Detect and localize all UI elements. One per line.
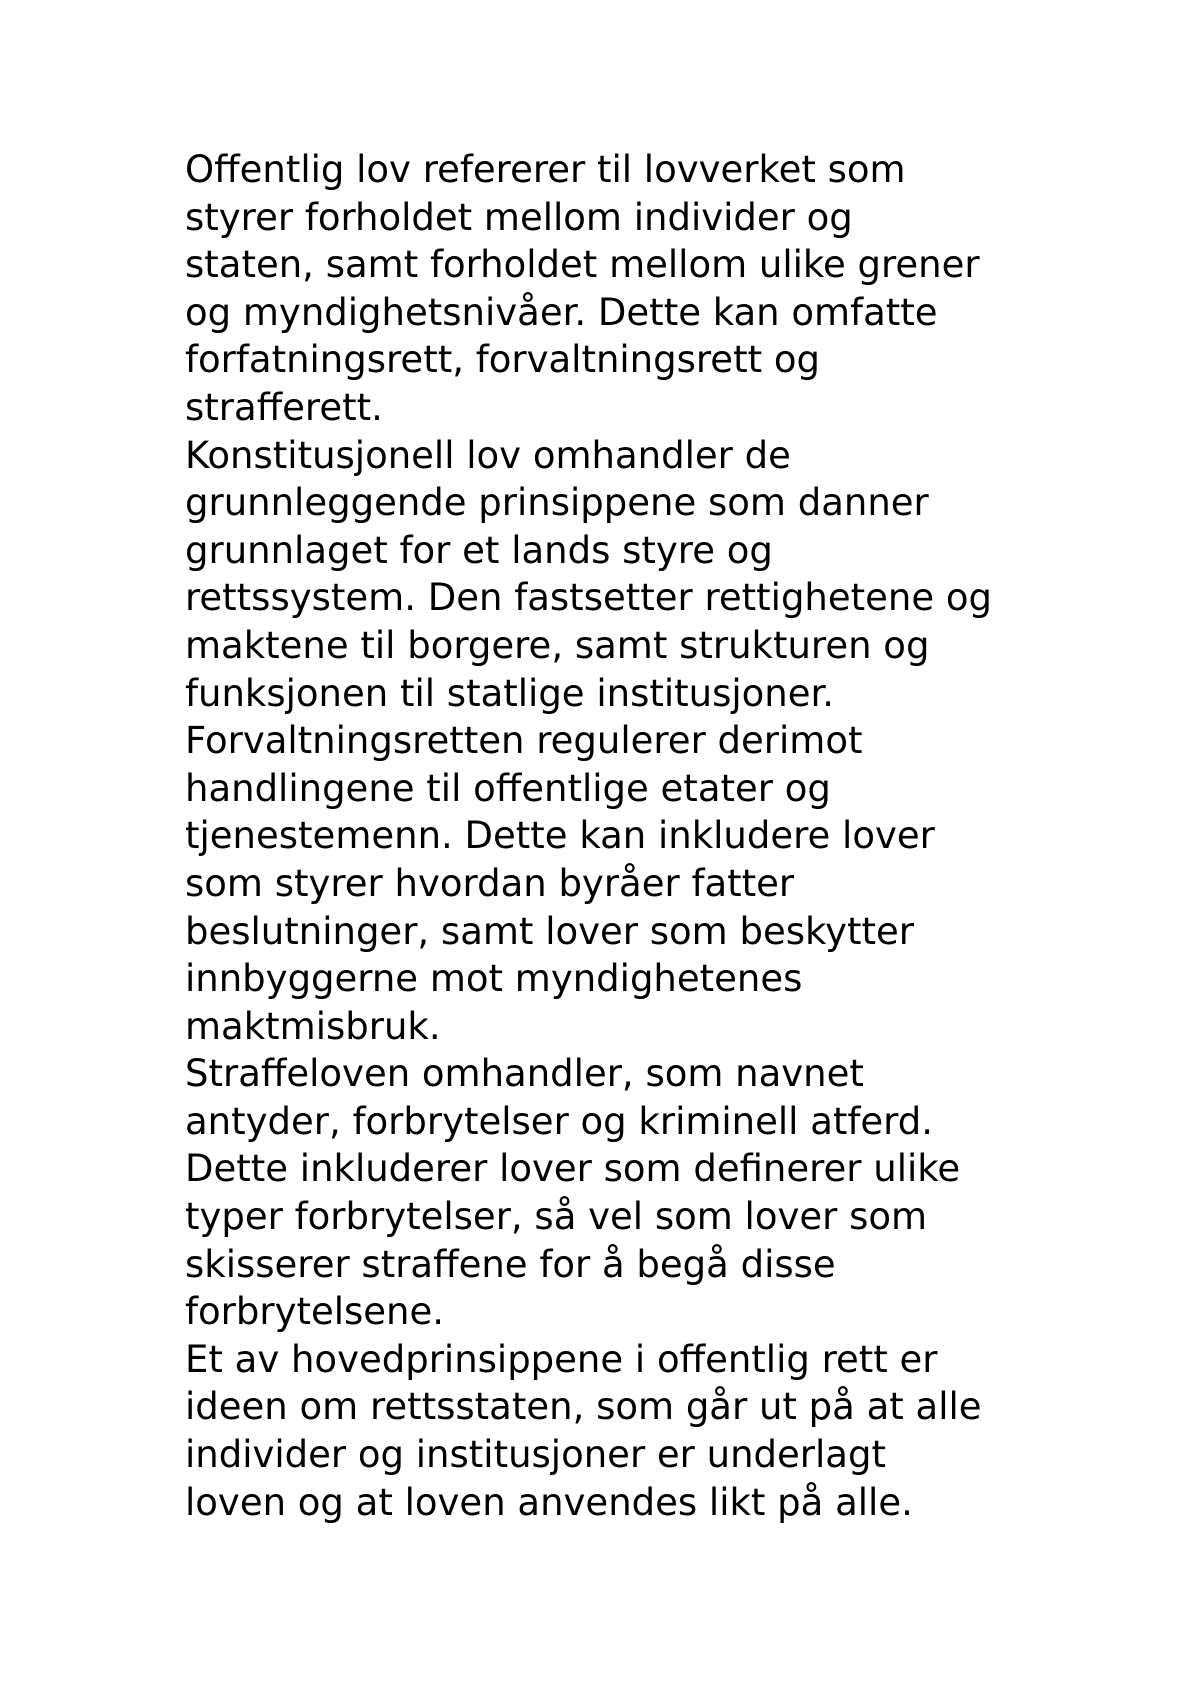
text-line: tjenestemenn. Dette kan inkludere lover	[185, 814, 935, 858]
text-line: forfatningsrett, forvaltningsrett og	[185, 338, 820, 382]
text-line: Forvaltningsretten regulerer derimot	[185, 719, 863, 763]
text-line: maktmisbruk.	[185, 1004, 441, 1048]
text-line: antyder, forbrytelser og kriminell atferd.	[185, 1099, 933, 1143]
text-line: individer og institusjoner er underlagt	[185, 1433, 886, 1477]
body-text	[185, 146, 1065, 1526]
text-line: og myndighetsnivåer. Dette kan omfatte	[185, 290, 938, 334]
text-line: innbyggerne mot myndighetenes	[185, 957, 803, 1001]
text-line: maktene til borgere, samt strukturen og	[185, 623, 930, 667]
text-line: beslutninger, samt lover som beskytter	[185, 909, 914, 953]
text-line: Straffeloven omhandler, som navnet	[185, 1052, 864, 1096]
text-line: funksjonen til statlige institusjoner.	[185, 671, 835, 715]
text-line: staten, samt forholdet mellom ulike grener	[185, 243, 980, 287]
text-line: som styrer hvordan byråer fatter	[185, 861, 795, 905]
text-line: grunnlaget for et lands styre og	[185, 528, 773, 572]
text-line: ideen om rettsstaten, som går ut på at alle	[185, 1385, 982, 1429]
text-line: Dette inkluderer lover som definerer ulike	[185, 1147, 961, 1191]
text-line: grunnleggende prinsippene som danner	[185, 481, 929, 525]
text-line: loven og at loven anvendes likt på alle.	[185, 1480, 913, 1524]
text-line: forbrytelsene.	[185, 1290, 445, 1334]
text-line: skisserer straffene for å begå disse	[185, 1242, 836, 1286]
text-line: handlingene til offentlige etater og	[185, 766, 831, 810]
text-line: Konstitusjonell lov omhandler de	[185, 433, 791, 477]
text-line: styrer forholdet mellom individer og	[185, 195, 853, 239]
text-line: rettssystem. Den fastsetter rettighetene og	[185, 576, 993, 620]
text-line: Offentlig lov refererer til lovverket som	[185, 148, 906, 191]
text-line: typer forbrytelser, så vel som lover som	[185, 1195, 928, 1239]
text-line: Et av hovedprinsippene i offentlig rett er	[185, 1337, 938, 1381]
text-line: strafferett.	[185, 385, 383, 429]
